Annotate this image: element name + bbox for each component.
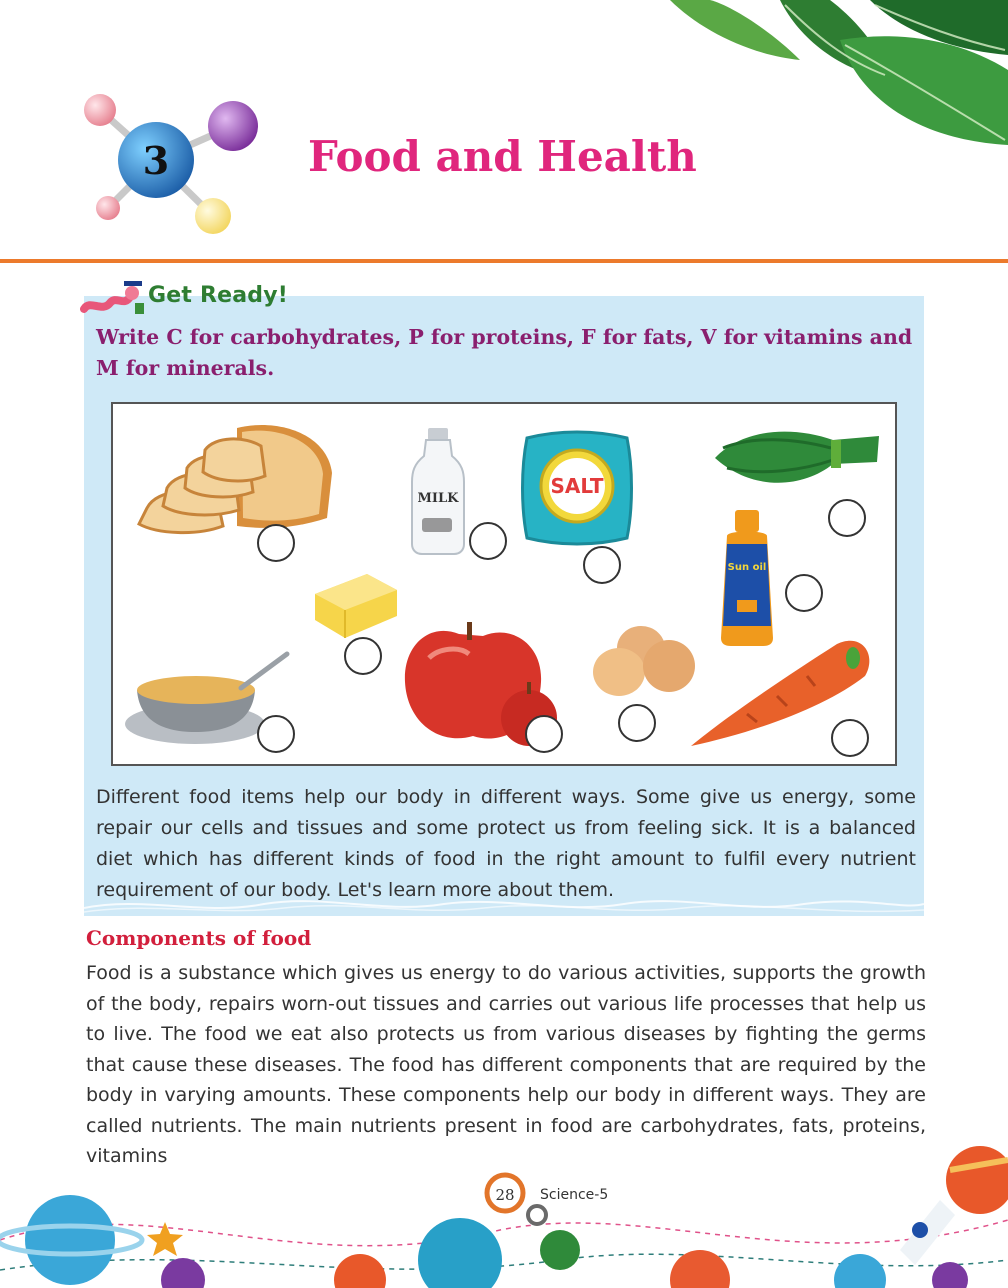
section-body-text: Food is a substance which gives us energy to do various activities, supports the growth of the body, repairs worn-out tissues and carries out various life processes that help us to live. The food we eat also protects us from various diseases by fighting the germs that cause these diseases. The food has different components that are required by the body in varying amounts. These components help our body in different ways. They are called nutrients. The main nutrients present in food are carbohydrates, fats, proteins, vitamins	[86, 962, 926, 1167]
activity-instruction: Write C for carbohydrates, P for proteins, F for fats, V for vitamins and M for minerals.	[96, 325, 913, 380]
spinach-image	[713, 418, 883, 498]
answer-circle-butter[interactable]	[344, 637, 382, 675]
salt-label: SALT	[550, 474, 604, 498]
space-footer-illustration	[0, 1130, 1008, 1288]
sun-oil-label: Sun oil	[727, 562, 767, 573]
chapter-number: 3	[142, 138, 170, 183]
answer-circle-bread[interactable]	[257, 524, 295, 562]
milk-image	[408, 426, 468, 556]
page-number: 28	[495, 1186, 515, 1204]
butter-image	[309, 568, 401, 640]
sun-oil-image	[717, 508, 777, 648]
chapter-title: Food and Health	[308, 132, 697, 181]
answer-circle-salt[interactable]	[583, 546, 621, 584]
answer-circle-carrot[interactable]	[831, 719, 869, 757]
answer-circle-sun-oil[interactable]	[785, 574, 823, 612]
worm-mascot-icon	[80, 277, 146, 317]
bread-image	[127, 418, 337, 538]
get-ready-label: Get Ready!	[148, 283, 288, 308]
eggs-image	[591, 620, 701, 700]
milk-label: MILK	[417, 491, 459, 506]
answer-circle-apple[interactable]	[525, 715, 563, 753]
intro-paragraph: Different food items help our body in different ways. Some give us energy, some repair our cells and tissues and some protect us from feeling sick. It is a balanced diet which has different kinds of food in the right amount to fulfil every nutrient requirement of our body. Let's learn more about them.	[96, 786, 916, 901]
answer-circle-milk[interactable]	[469, 522, 507, 560]
salt-image	[519, 428, 635, 548]
answer-circle-soup[interactable]	[257, 715, 295, 753]
header-divider	[0, 259, 1008, 263]
answer-circle-spinach[interactable]	[828, 499, 866, 537]
section-heading: Components of food	[86, 926, 312, 950]
book-name: Science-5	[540, 1187, 609, 1203]
leaves-illustration	[630, 0, 1008, 150]
chapter-molecule-icon	[78, 88, 268, 238]
decorative-wave	[84, 890, 924, 916]
food-activity-box	[111, 402, 897, 766]
answer-circle-eggs[interactable]	[618, 704, 656, 742]
